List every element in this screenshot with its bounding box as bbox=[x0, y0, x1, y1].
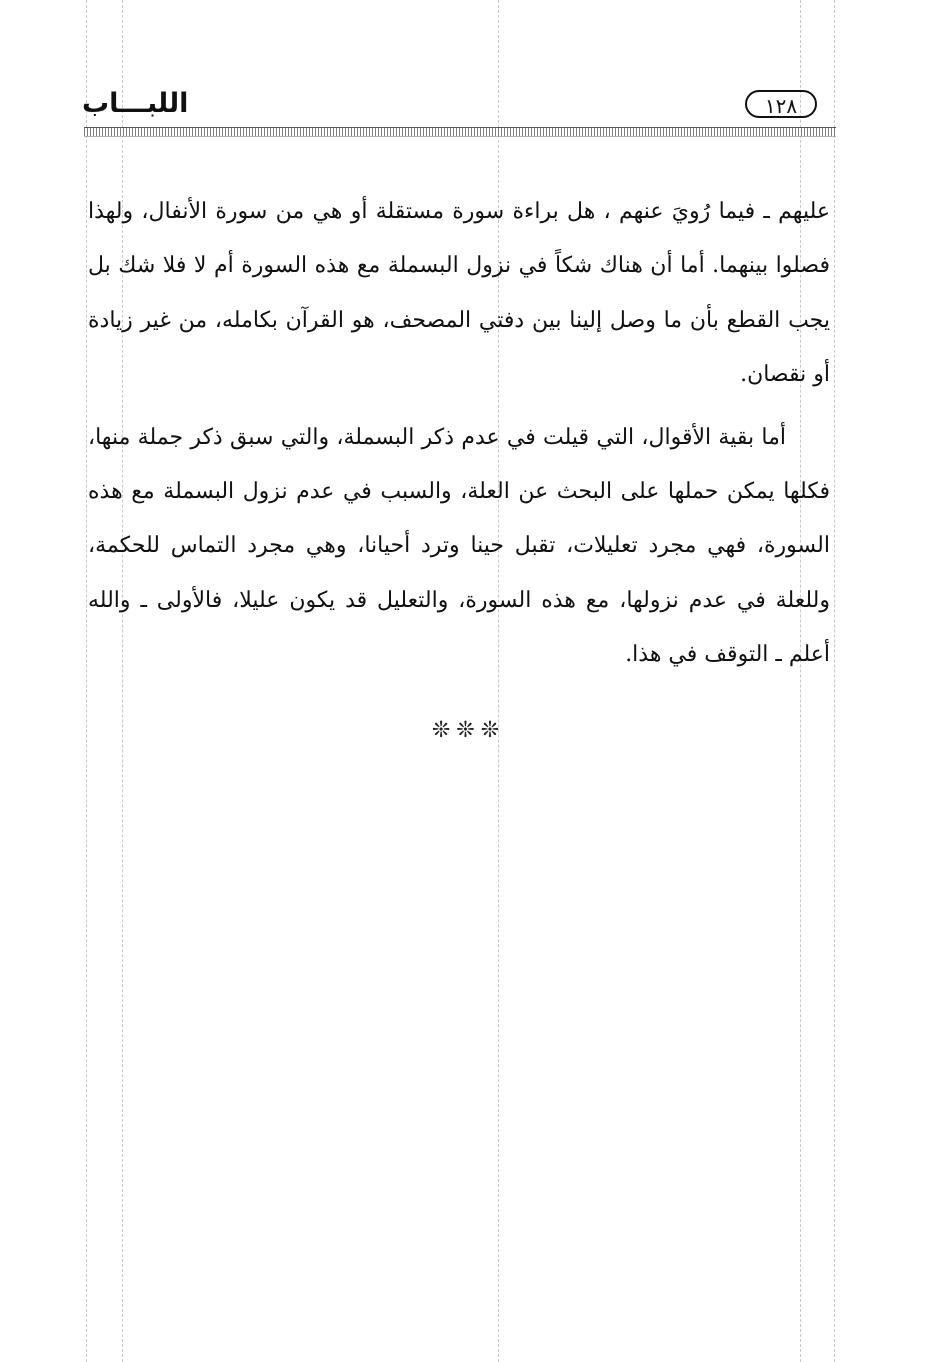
section-separator: ❊❊❊ bbox=[431, 718, 506, 743]
scan-guide-line bbox=[86, 0, 87, 1362]
page-header bbox=[82, 86, 837, 126]
paragraph: عليهم ـ فيما رُويَ عنهم ، هل براءة سورة مستقلة أو هي من سورة الأنفال، ولهذا فصلوا بينهما. أما أن هناك شكاً في نزول البسملة مع هذه السورة أم لا فلا شك بل يجب القطع بأن ما وصل إلينا بين دفتي المصحف، هو القرآن بكامله، من غير زيادة أو نقصان. bbox=[88, 199, 831, 388]
paragraph: أما بقية الأقوال، التي قيلت في عدم ذكر البسملة، والتي سبق ذكر جملة منها، فكلها يمكن حملها على البحث عن العلة، والسبب في عدم نزول البسملة مع هذه السورة، فهي مجرد تعليلات، تقبل حينا وترد أحيانا، وهي مجرد التماس للحكمة، وللعلة في عدم نزولها، مع هذه السورة، والتعليل قد يكون عليلا، فالأولى ـ والله أعلم ـ التوقف في هذا. bbox=[88, 424, 830, 668]
header-divider bbox=[84, 127, 836, 137]
page-number-badge: ١٢٨ bbox=[745, 90, 817, 118]
scan-guide-line bbox=[834, 0, 835, 1362]
running-title: اللبـــاب bbox=[82, 88, 189, 119]
page-body bbox=[88, 185, 830, 683]
